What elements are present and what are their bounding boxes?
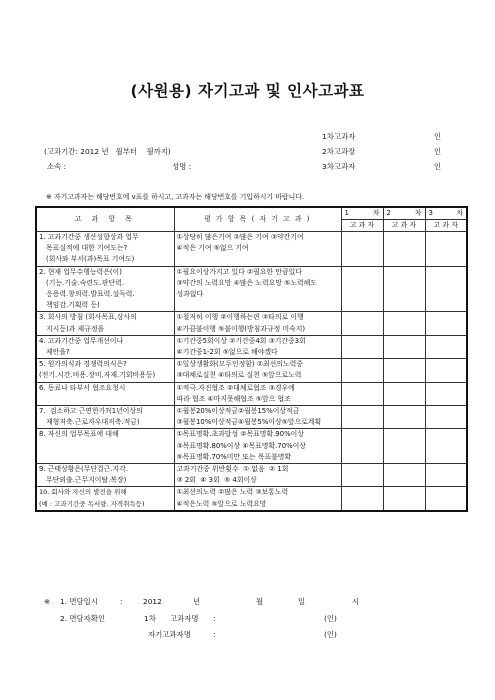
row-item: 3. 회사의 방침 (회사목표,상사의 지시등)과 제규정을	[36, 312, 174, 335]
score-cell[interactable]	[383, 232, 425, 267]
interview-year: 2012	[143, 597, 162, 606]
table-row	[36, 232, 467, 267]
round-1-label: 1차	[144, 614, 156, 623]
row-item: 10. 회사와 자신의 발전을 위해 (예 : 고과기간중 독서량. 자격취득등)	[36, 487, 174, 511]
row-item: 2. 현재 업무수행능력은(이) (기능.기술.숙련도.판단력. 응용력.창의력.발표력.설득력. 책임감.기획력 등)	[36, 266, 174, 312]
table-row	[36, 335, 467, 358]
score-cell[interactable]	[425, 464, 467, 487]
table-row	[36, 382, 467, 405]
evaluator-3-label: 3차고과자	[322, 162, 356, 171]
footer-mark: ※	[44, 597, 51, 606]
score-cell[interactable]	[425, 312, 467, 335]
score-cell[interactable]	[341, 429, 383, 464]
score-cell[interactable]	[383, 487, 425, 511]
evaluator-2-label: 2차고과장	[322, 147, 356, 156]
row-item: 5. 원가의식과 경쟁력의식은? (전기.시간.비용.장비.자재.기회비용등)	[36, 359, 174, 382]
row-item: 9. 근태상황은(무단결근.지각. 무단외출.근무지이탈.복장)	[36, 464, 174, 487]
header-sub-1: 고 과 자	[341, 220, 383, 232]
score-cell[interactable]	[341, 382, 383, 405]
self-evaluator-seal: (인)	[324, 630, 337, 639]
table-row	[36, 266, 467, 312]
row-item: 1. 고과기간중 생산성향상과 업무 목표실적에 대한 기여도는? (회사와 부서(과)목표 기여도)	[36, 232, 174, 267]
score-cell[interactable]	[341, 266, 383, 312]
score-cell[interactable]	[341, 335, 383, 358]
dept-label: 소속 :	[47, 162, 67, 171]
header-rating: 평 가 항 목 ( 자 기 고 과 )	[174, 207, 341, 232]
score-cell[interactable]	[383, 312, 425, 335]
score-cell[interactable]	[383, 359, 425, 382]
table-row	[36, 464, 467, 487]
row-rating: ①일상생활화(모두인정함) ②최선의노력중 ③대체로실천 ④타의로 실천 ⑤앞으로노력	[174, 359, 341, 382]
row-rating: ①기간중5회이상 ②기간중4회 ③기간중3회 ④기간중1-2회 ⑤없으로 해야겠다	[174, 335, 341, 358]
score-cell[interactable]	[425, 232, 467, 267]
header-round-2: 2 차	[383, 207, 425, 220]
row-item: 7. 검소하고 근면한가?(1년이상의 재형저축.근로자우대저축.적금)	[36, 406, 174, 429]
evaluator-name-colon: :	[213, 614, 216, 623]
table-row	[36, 312, 467, 335]
header-sub-3: 고 과 자	[425, 220, 467, 232]
score-cell[interactable]	[383, 464, 425, 487]
evaluator-1-seal: 인	[434, 132, 442, 141]
table-row	[36, 487, 467, 511]
row-item: 6. 동료나 타부서 협조요청시	[36, 382, 174, 405]
score-cell[interactable]	[341, 464, 383, 487]
row-rating: ①상당히 많은기여 ②많은 기여 ③약간기여 ④적은 기여 ⑤없으 기여	[174, 232, 341, 267]
table-row	[36, 429, 467, 464]
row-rating: 고과기간중 위반횟수 ① 없음 ② 1회 ③ 2회 ④ 3회 ⑤ 4회이상	[174, 464, 341, 487]
evaluator-seal: (인)	[324, 614, 337, 623]
header-sub-2: 고 과 자	[383, 220, 425, 232]
score-cell[interactable]	[425, 266, 467, 312]
instruction: ※ 자기고과자는 해당번호에 v표를 하시고, 고과자는 해당번호를 기입하시기 바랍니다.	[46, 193, 305, 201]
table-row	[36, 359, 467, 382]
score-cell[interactable]	[425, 335, 467, 358]
score-cell[interactable]	[383, 406, 425, 429]
row-item: 4. 고과기간중 업무개선이나 제안을?	[36, 335, 174, 358]
table-row	[36, 406, 467, 429]
score-cell[interactable]	[425, 359, 467, 382]
row-rating: ①목표명확.초과달성 ②목표명확.90%이상 ③목표명확.80%이상 ④목표명확.70%이상 ⑤목표명확.70%미만 또는 목표불명확	[174, 429, 341, 464]
score-cell[interactable]	[425, 487, 467, 511]
interviewer-confirm-label: 2. 면담자확인	[60, 614, 106, 623]
score-cell[interactable]	[425, 382, 467, 405]
row-rating: ①철저히 이행 ②이행하는편 ③타의로 이행 ④가끔불이행 ⑤불이행(방침과규정 미숙지)	[174, 312, 341, 335]
evaluator-name-label: 고과자명	[170, 614, 199, 623]
score-cell[interactable]	[383, 266, 425, 312]
month-unit: 월	[256, 597, 264, 606]
hour-unit: 시	[352, 597, 360, 606]
score-cell[interactable]	[383, 429, 425, 464]
name-label: 성명 :	[172, 162, 192, 171]
row-rating: ①최선의노력 ②많은 노력 ③보통노력 ④적은노력 ⑤앞으로 노력요망	[174, 487, 341, 511]
evaluator-1-label: 1차고과자	[322, 132, 356, 141]
header-round-1: 1 차	[341, 207, 383, 220]
score-cell[interactable]	[425, 429, 467, 464]
page-title: (사원용) 자기고과 및 인사고과표	[130, 82, 365, 100]
self-evaluator-name-colon: :	[213, 630, 216, 639]
interview-date-colon: :	[120, 597, 123, 606]
score-cell[interactable]	[341, 312, 383, 335]
row-item: 8. 자신의 업무목표에 대해	[36, 429, 174, 464]
row-rating: ①적극.자진협조 ②대체로협조 ③경우에 따라 협조 ④마지못해협조 ⑤앞으 협조	[174, 382, 341, 405]
period-line: (고과기간: 2012 년 월부터 월까지)	[44, 147, 171, 156]
day-unit: 일	[298, 597, 306, 606]
score-cell[interactable]	[425, 406, 467, 429]
evaluator-3-seal: 인	[434, 162, 442, 171]
score-cell[interactable]	[383, 382, 425, 405]
row-rating: ①월봉20%이상적금②월봉15%이상적금 ③월봉10%이상적금④월봉5%이상⑤앞으로계획	[174, 406, 341, 429]
row-rating: ①필요이상가지고 있다 ②필요한 만큼있다 ③약간의 노력요망 ④많은 노력요망 ⑤노력해도 성과없다	[174, 266, 341, 312]
header-item: 고 과 항 목	[36, 207, 174, 232]
score-cell[interactable]	[383, 335, 425, 358]
interview-date-label: 1. 면담일시	[60, 597, 98, 606]
self-evaluator-name-label: 자기고과자명	[148, 630, 191, 639]
score-cell[interactable]	[341, 232, 383, 267]
header-round-3: 3 차	[425, 207, 467, 220]
year-unit: 년	[193, 597, 201, 606]
score-cell[interactable]	[341, 406, 383, 429]
evaluation-table	[35, 206, 468, 512]
score-cell[interactable]	[341, 359, 383, 382]
score-cell[interactable]	[341, 487, 383, 511]
evaluator-2-seal: 인	[434, 147, 442, 156]
